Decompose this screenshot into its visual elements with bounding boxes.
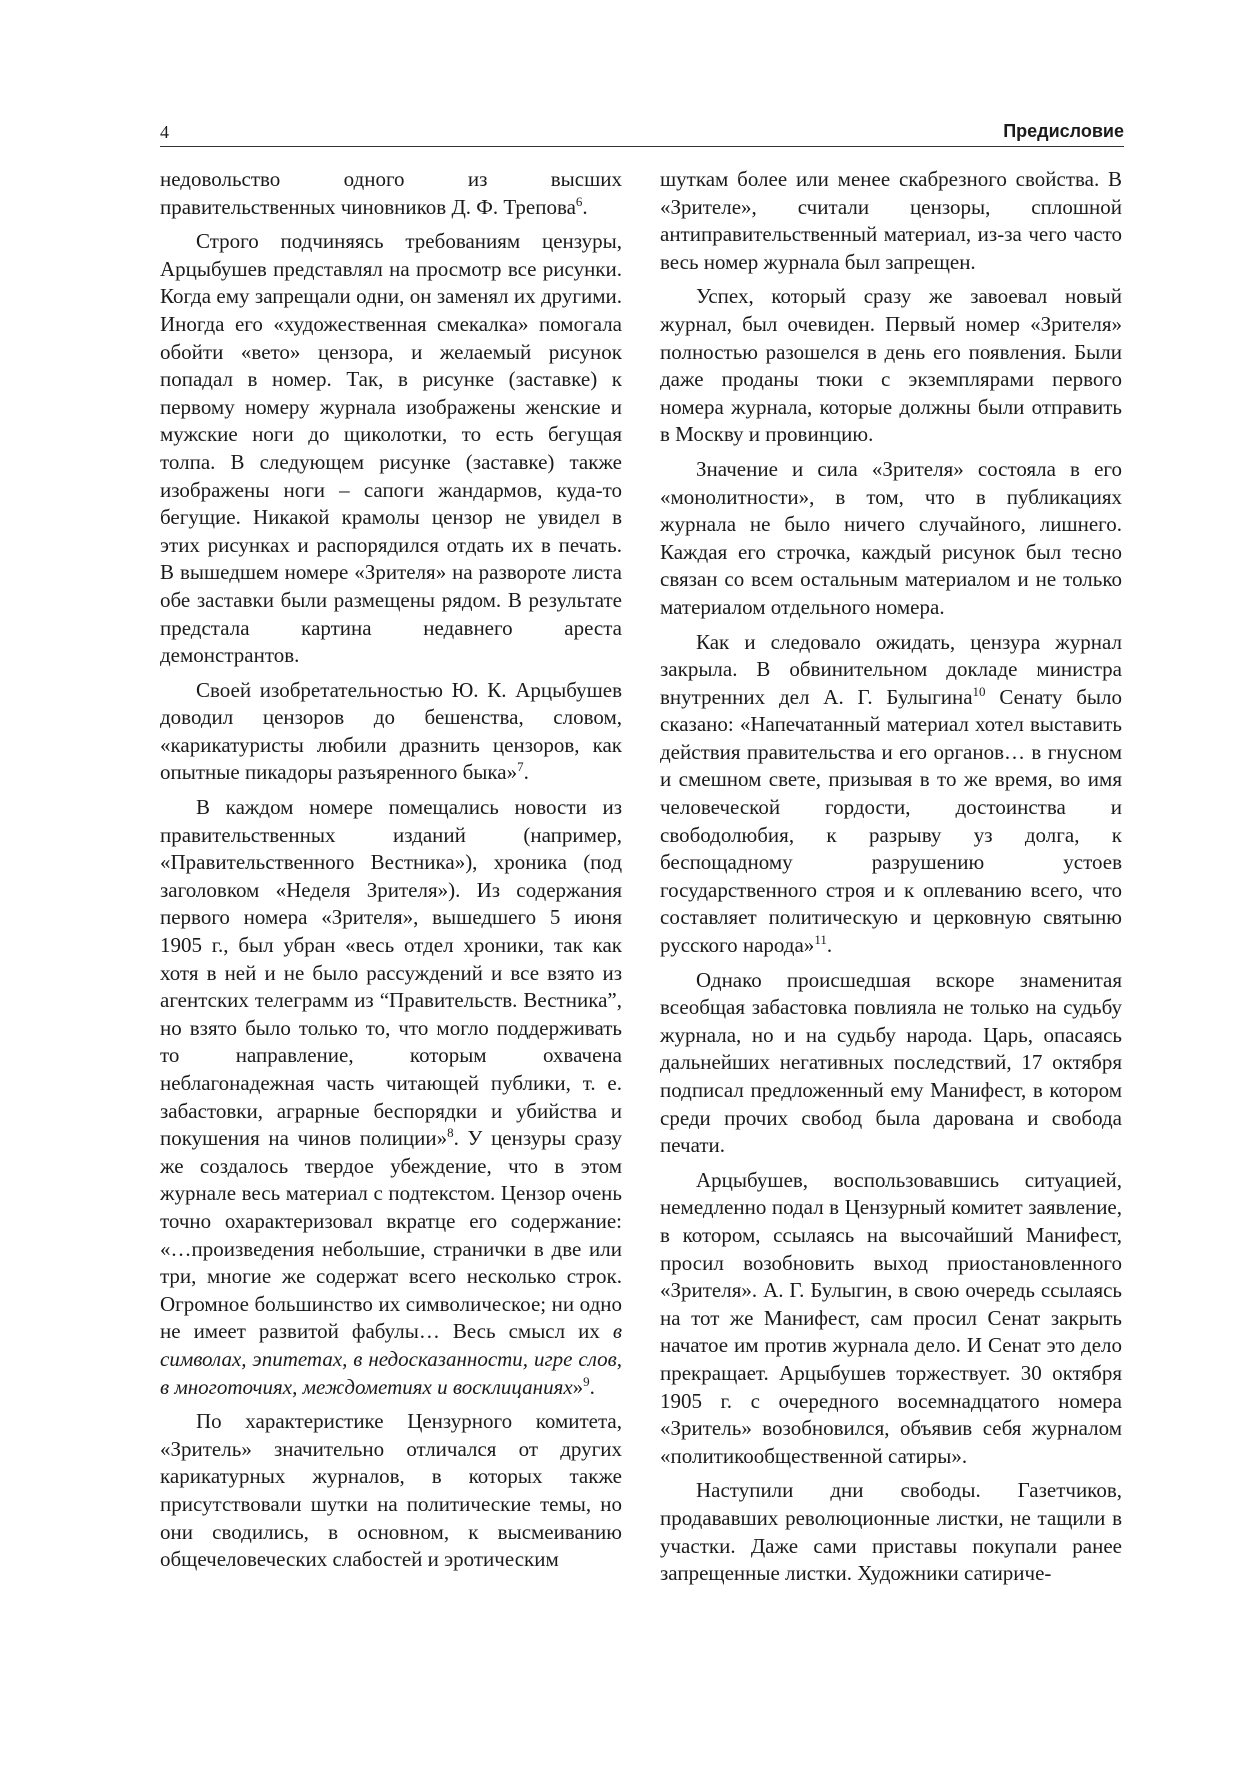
right-column	[660, 166, 1122, 1595]
paragraph: Значение и сила «Зрителя» состояла в его «монолитности», в том, что в публикациях журнала не было ничего случайного, лишнего. Каждая его строчка, каждый рисунок был тесно связан со всем остальным материалом и не только материалом отдельного номера.	[660, 456, 1122, 619]
footnote-ref: 11	[814, 932, 827, 948]
italic-quote: в символах, эпитетах, в недосказанности, игре слов, в многоточиях, междометиях и восклицаниях	[160, 1319, 622, 1399]
footnote-ref: 8	[447, 1125, 454, 1141]
paragraph: Однако происшедшая вскоре знаменитая всеобщая забастовка повлияла не только на судьбу журнала, но и на судьбу народа. Царь, опасаясь дальнейших негативных последствий, 17 октября подписал предложенный ему Манифест, в котором среди прочих свобод была дарована и свобода печати.	[660, 967, 1122, 1158]
paragraph: В каждом номере помещались новости из правительственных изданий (например, «Правительственного Вестника»), хроника (под заголовком «Неделя Зрителя»). Из содержания первого номера «Зрителя», вышедшего 5 июня 1905 г., был убран «весь отдел хроники, так как хотя в ней и не было рассуждений и все взято из агентских телеграмм из “Правительств. Вестника”, но взято было только то, что могло поддерживать то направление, которым охвачена неблагонадежная часть читающей публики, т. е. забастовки, аграрные беспорядки и убийства и покушения на чинов полиции»$^8$. У цензуры сразу же создалось твердое убеждение, что в этом журнале весь материал с подтекстом. Цензор очень точно охарактеризовал вкратце его содержание: «…произведения небольшие, странички в две или три, многие же содержат всего несколько строк. Огромное большинство их символическое; ни одно не имеет развитой фабулы… Весь смысл их в символах, эпитетах, в недосказанности, игре слов, в многоточиях, междометиях и восклицаниях»$^9$.	[160, 795, 622, 1399]
running-title: Предисловие	[1003, 121, 1124, 141]
paragraph: недовольство одного из высших правительственных чиновников Д. Ф. Трепова$^6$.	[160, 167, 622, 219]
footnote-ref: 7	[517, 759, 524, 775]
paragraph: шуткам более или менее скабрезного свойства. В «Зрителе», считали цензоры, сплошной антиправительственный материал, из-за чего часто весь номер журнала был запрещен.	[660, 167, 1122, 274]
paragraph: Успех, который сразу же завоевал новый журнал, был очевиден. Первый номер «Зрителя» полностью разошелся в день его появления. Были даже проданы тюки с экземплярами первого номера журнала, которые должны были отправить в Москву и провинцию.	[660, 284, 1122, 447]
paragraph: Арцыбушев, воспользовавшись ситуацией, немедленно подал в Цензурный комитет заявление, в котором, ссылаясь на высочайший Манифест, просил возобновить выход приостановленного «Зрителя». А. Г. Булыгин, в свою очередь ссылаясь на тот же Манифест, сам просил Сенат закрыть начатое им против журнала дело. И Сенат это дело прекращает. Арцыбушев торжествует. 30 октября 1905 г. с очередного восемнадцатого номера «Зритель» возобновился, объявив себя журналом «политикообщественной сатиры».	[660, 1167, 1122, 1468]
paragraph: Как и следовало ожидать, цензура журнал закрыла. В обвинительном докладе министра внутренних дел А. Г. Булыгина$^{10}$ Сенату было сказано: «Напечатанный материал хотел выставить действия правительства и его органов… в гнусном и смешном свете, призывая в то же время, во имя человеческой гордости, достоинства и свободолюбия, к разрыву уз долга, к беспощадному разрушению устоев государственного строя и к оплеванию всего, что составляет политическую и церковную святыню русского народа»$^{11}$.	[660, 629, 1122, 958]
footnote-ref: 9	[583, 1373, 590, 1389]
page-header	[160, 120, 1124, 147]
left-column	[160, 166, 622, 1581]
paragraph: Своей изобретательностью Ю. К. Арцыбушев доводил цензоров до бешенства, словом, «карикатуристы любили дразнить цензоров, как опытные пикадоры разъяренного быка»$^7$.	[160, 677, 622, 785]
footnote-ref: 6	[575, 193, 583, 209]
paragraph: Строго подчиняясь требованиям цензуры, Арцыбушев представлял на просмотр все рисунки. Когда ему запрещали одни, он заменял их другими. Иногда его «художественная смекалка» помогала обойти «вето» цензора, и желаемый рисунок попадал в номер. Так, в рисунке (заставке) к первому номеру журнала изображены женские и мужские ноги до щиколотки, то есть бегущая толпа. В следующем рисунке (заставке) также изображены ноги – сапоги жандармов, куда-то бегущие. Никакой крамолы цензор не увидел в этих рисунках и распорядился отдать их в печать. В вышедшем номере «Зрителя» на развороте листа обе заставки были размещены рядом. В результате предстала картина недавнего ареста демонстрантов.	[160, 229, 622, 668]
page-number: 4	[160, 122, 169, 142]
paragraph: По характеристике Цензурного комитета, «Зритель» значительно отличался от других карикатурных журналов, в которых также присутствовали шутки на политические темы, но они сводились, в основном, к высмеиванию общечеловеческих слабостей и эротическим	[160, 1409, 622, 1572]
paragraph: Наступили дни свободы. Газетчиков, продававших революционные листки, не тащили в участки. Даже сами приставы покупали ранее запрещенные листки. Художники сатириче-	[660, 1478, 1122, 1586]
footnote-ref: 10	[972, 683, 986, 699]
